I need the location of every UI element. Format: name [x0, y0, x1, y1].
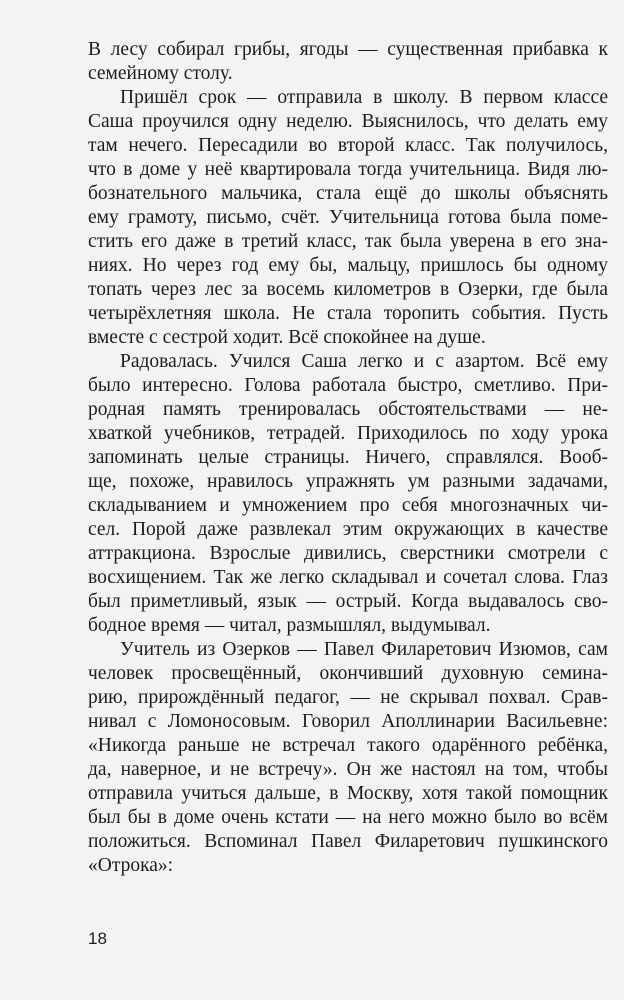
text-line: вместе с сестрой ходит. Всё спокойнее на душе.	[88, 327, 486, 348]
text-line: бодное время — читал, размышлял, выдумывал.	[88, 615, 491, 636]
page-number: 18	[88, 929, 107, 948]
text-line: Радовалась. Учился Саша легко и с азартом. Всё ему	[120, 351, 608, 372]
text-line: «Никогда раньше не встречал такого одарённого ребёнка,	[88, 735, 608, 756]
text-line: рию, прирождённый педагог, — не скрывал похвал. Срав-	[88, 687, 608, 708]
text-line: был приметливый, язык — острый. Когда выдавалось сво-	[88, 591, 608, 612]
text-line: положиться. Вспоминал Павел Филаретович пушкинского	[88, 831, 608, 852]
text-line: родная память тренировалась обстоятельствами — не-	[88, 399, 608, 420]
text-line: «Отрока»:	[88, 855, 174, 876]
text-line: стить его даже в третий класс, так была уверена в его зна-	[88, 231, 608, 252]
text-line: да, наверное, и не встречу». Он же настоял на том, чтобы	[88, 759, 608, 780]
text-line: Учитель из Озерков — Павел Филаретович Изюмов, сам	[120, 639, 608, 660]
text-line: хваткой учебников, тетрадей. Приходилось по ходу урока	[88, 423, 608, 444]
text-line: человек просвещённый, окончивший духовную семина-	[88, 663, 608, 684]
text-line: топать через лес за восемь километров в Озерки, где была	[88, 279, 608, 300]
text-line: отправила учиться дальше, в Москву, хотя такой помощник	[88, 783, 608, 804]
text-line: аттракциона. Взрослые дивились, сверстники смотрели с	[88, 543, 608, 564]
text-line: ниях. Но через год ему бы, мальцу, пришлось бы одному	[88, 255, 608, 276]
text-line: там нечего. Пересадили во второй класс. Так получилось,	[88, 135, 608, 156]
text-line: сел. Порой даже развлекал этим окружающих в качестве	[88, 519, 608, 540]
text-line: складыванием и умножением про себя многозначных чи-	[88, 495, 608, 516]
text-line: запоминать целые страницы. Ничего, справлялся. Вооб-	[88, 447, 608, 468]
text-line: Саша проучился одну неделю. Выяснилось, что делать ему	[88, 111, 608, 132]
text-line: восхищением. Так же легко складывал и сочетал слова. Глаз	[88, 567, 608, 588]
text-line: четырёхлетняя школа. Не стала торопить события. Пусть	[88, 303, 608, 324]
text-line: семейному столу.	[88, 63, 233, 84]
text-line: нивал с Ломоносовым. Говорил Аполлинарии Васильевне:	[88, 711, 608, 732]
text-line: Пришёл срок — отправила в школу. В первом классе	[120, 87, 608, 108]
text-line: был бы в доме очень кстати — на него можно было во всём	[88, 807, 608, 828]
text-line: В лесу собирал грибы, ягоды — существенная прибавка к	[88, 39, 608, 60]
text-line: что в доме у неё квартировала тогда учительница. Видя лю-	[88, 159, 608, 180]
text-line: было интересно. Голова работала быстро, сметливо. При-	[88, 375, 608, 396]
text-line: ему грамоту, письмо, счёт. Учительница готова была поме-	[88, 207, 608, 228]
text-line: ще, похоже, нравилось упражнять ум разными задачами,	[88, 471, 608, 492]
text-line: бознательного мальчика, стала ещё до школы объяснять	[88, 183, 608, 204]
